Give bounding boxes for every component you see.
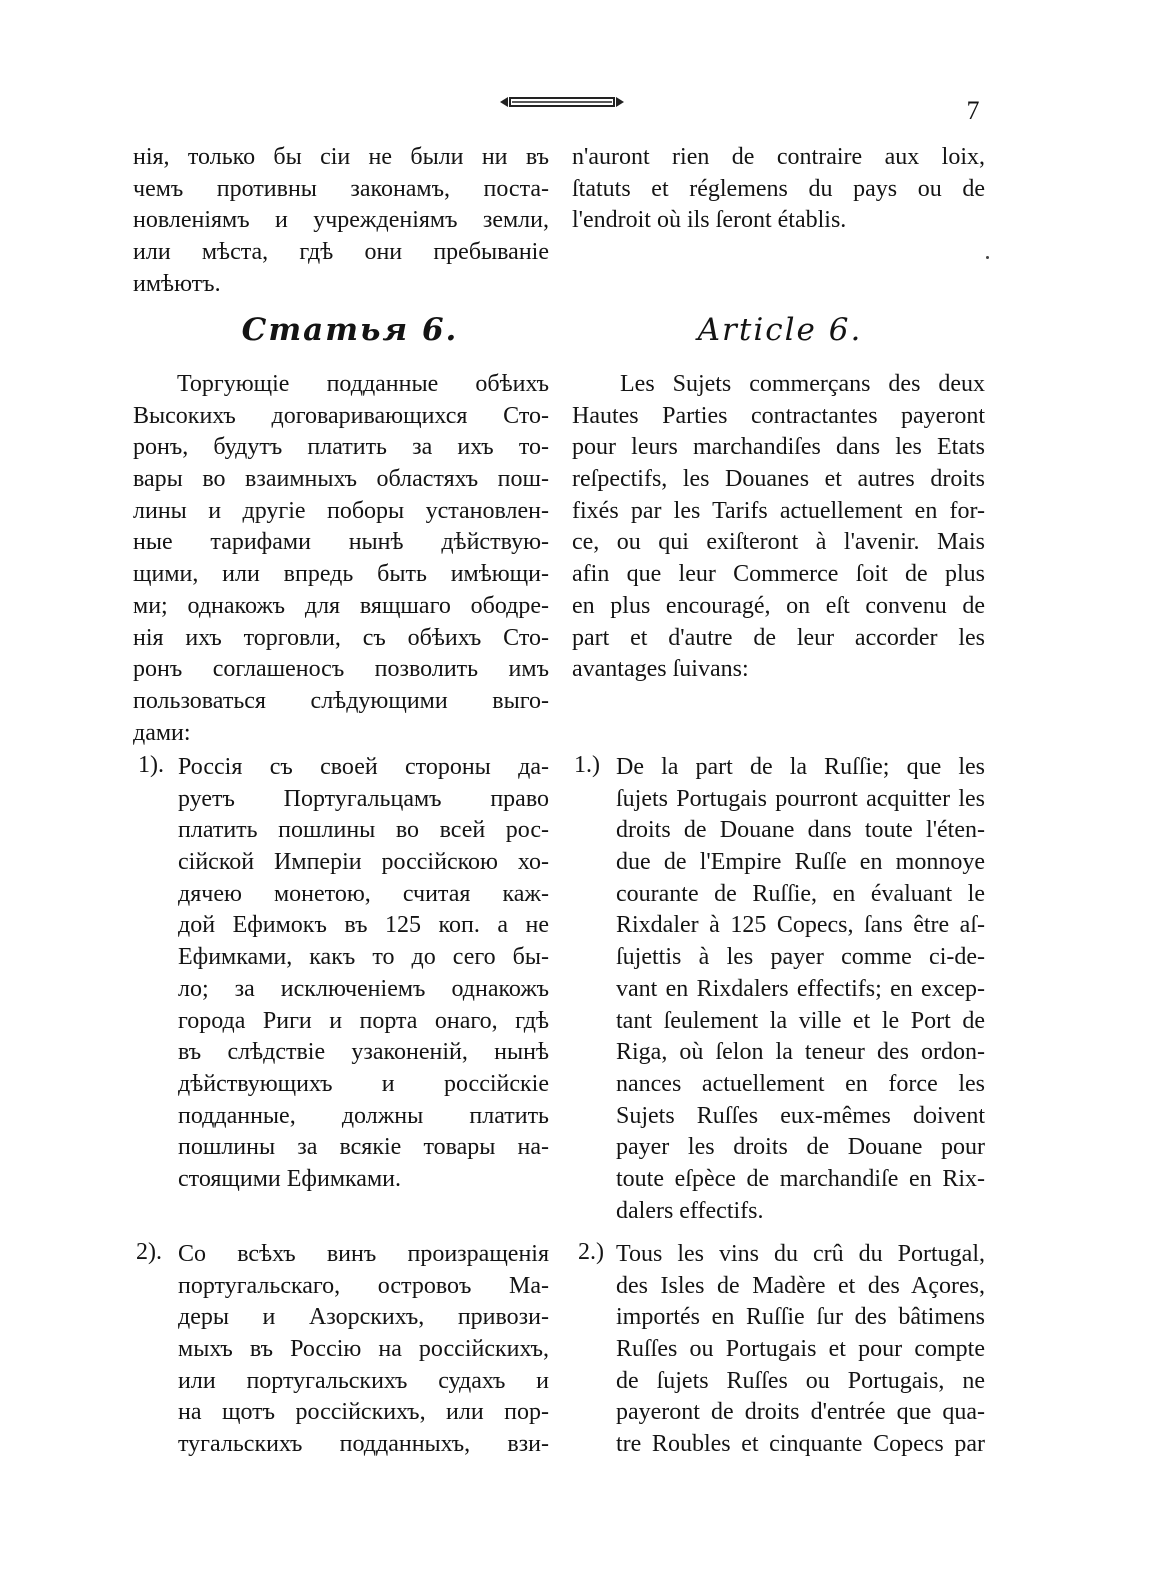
ru-para-line: ронъ, будутъ платить за ихъ то-: [133, 434, 549, 461]
fr-para-line: Hautes Parties contractantes payeront: [572, 402, 985, 429]
fr-article-heading: Article 6.: [697, 312, 863, 348]
fr-item2-line: tre Roubles et cinquante Copecs par: [616, 1431, 985, 1458]
fr-item1-line: dalers effectifs.: [616, 1197, 764, 1224]
ru-para-line: щими, или впредь быть имѣющи-: [133, 561, 549, 588]
fr-item2-line: des Isles de Madère et des Açores,: [616, 1272, 985, 1299]
ru-item1-line: стоящими Ефимками.: [178, 1165, 401, 1192]
fr-item1-line: ſujettis à les payer comme ci-de-: [616, 944, 985, 971]
ru-item1-line: города Риги и порта онаго, гдѣ: [178, 1007, 549, 1034]
ru-cont-line: имѣютъ.: [133, 270, 221, 297]
ru-item1-line: Ефимками, какъ то до сего бы-: [178, 944, 549, 971]
stray-dot-mark: [986, 256, 989, 259]
ru-para-line: вары во взаимныхъ областяхъ пош-: [133, 466, 549, 493]
fr-cont-line: ſtatuts et réglemens du pays ou de: [572, 175, 985, 202]
fr-para-line: part et d'autre de leur accorder les: [572, 624, 985, 651]
ru-item1-line: платить пошлины во всей рос-: [178, 817, 549, 844]
fr-item1-line: nances actuellement en force les: [616, 1070, 985, 1097]
fr-item1-line: tant ſeulement la ville et le Port de: [616, 1007, 985, 1034]
ru-para-line: Торгующіе подданные обѣихъ: [177, 371, 549, 397]
fr-item1-line: droits de Douane dans toute l'éten-: [616, 817, 985, 844]
fr-item1-line: toute eſpèce de marchandiſe en Rix-: [616, 1165, 985, 1192]
ru-item-number: 2).: [136, 1239, 162, 1265]
page-number: 7: [966, 96, 980, 125]
ru-cont-line: чемъ противны законамъ, поста-: [133, 175, 549, 202]
fr-item1-line: ſujets Portugais pourront acquitter les: [616, 785, 985, 812]
ru-article-heading: Статья 6.: [241, 312, 459, 348]
fr-item1-line: De la part de la Ruſſie; que les: [616, 754, 985, 780]
ru-item2-line: или португальскихъ судахъ и: [178, 1367, 549, 1394]
fr-item-number: 2.): [578, 1239, 604, 1265]
fr-para-line: ce, ou qui exiſteront à l'avenir. Mais: [572, 529, 985, 556]
fr-item1-line: vant en Rixdalers effectifs; en excep-: [616, 975, 985, 1002]
ru-para-line: Высокихъ договаривающихся Сто-: [133, 402, 549, 429]
fr-item2-line: payeront de droits d'entrée que qua-: [616, 1399, 985, 1426]
fr-item-2: [616, 1239, 985, 1461]
fr-item2-line: Tous les vins du crû du Portugal,: [616, 1241, 985, 1267]
fr-item1-line: Riga, où ſelon la teneur des ordon-: [616, 1039, 985, 1066]
ru-item1-line: подданные, должны платить: [178, 1102, 549, 1129]
ru-item1-line: Россія съ своей стороны да-: [178, 754, 549, 780]
ru-cont-line: или мѣста, гдѣ они пребываніе: [133, 239, 549, 266]
fr-continuation: [572, 142, 985, 237]
ru-item-2: [178, 1239, 549, 1461]
ru-item1-line: дой Ефимокъ въ 125 коп. а не: [178, 912, 549, 939]
ru-para-line: дами:: [133, 719, 191, 746]
fr-item1-line: payer les droits de Douane pour: [616, 1134, 985, 1161]
fr-item2-line: de ſujets Ruſſes ou Portugais, ne: [616, 1367, 985, 1394]
fr-item2-line: importés en Ruſſie ſur des bâtimens: [616, 1304, 985, 1331]
ru-item1-line: ло; за исключеніемъ однакожъ: [178, 975, 549, 1002]
fr-para-line: en plus encouragé, on eſt convenu de: [572, 592, 985, 619]
ru-item1-line: руетъ Португальцамъ право: [178, 785, 549, 812]
ru-item2-line: тугальскихъ подданныхъ, взи-: [178, 1431, 549, 1458]
ru-cont-line: нія, только бы сіи не были ни въ: [133, 144, 549, 170]
fr-cont-line: n'auront rien de contraire aux loix,: [572, 144, 985, 170]
fr-para-line: avantages ſuivans:: [572, 656, 749, 683]
ru-para-line: ми; однакожъ для вящшаго ободре-: [133, 592, 549, 619]
ru-item2-line: на щотъ россійскихъ, или пор-: [178, 1399, 549, 1426]
fr-para-line: afin que leur Commerce ſoit de plus: [572, 561, 985, 588]
fr-article-paragraph: [572, 369, 985, 686]
ru-cont-line: новленіямъ и учрежденіямъ земли,: [133, 207, 549, 234]
ru-para-line: ные тарифами нынѣ дѣйствую-: [133, 529, 549, 556]
fr-item1-line: due de l'Empire Ruſſe en monnoye: [616, 849, 985, 876]
ru-item2-line: Со всѣхъ винъ произращенія: [178, 1241, 549, 1267]
ru-item1-line: пошлины за всякіе товары на-: [178, 1134, 549, 1161]
ru-article-paragraph: [133, 369, 549, 749]
ru-item2-line: мыхъ въ Россію на россійскихъ,: [178, 1336, 549, 1363]
ru-item1-line: въ слѣдствіе узаконеній, нынѣ: [178, 1039, 549, 1066]
fr-para-line: pour leurs marchandiſes dans les Etats: [572, 434, 985, 461]
ru-item2-line: португальскаго, островоъ Ма-: [178, 1272, 549, 1299]
ru-para-line: пользоваться слѣдующими выго-: [133, 687, 549, 714]
fr-para-line: Les Sujets commerçans des deux: [620, 371, 985, 397]
ru-para-line: ронъ соглашеносъ позволить имъ: [133, 656, 549, 683]
ru-item-1: [178, 752, 549, 1196]
ru-item1-line: дѣйствующихъ и россійскіе: [178, 1070, 549, 1097]
ru-para-line: лины и другіе поборы установлен-: [133, 497, 549, 524]
fr-cont-line: l'endroit où ils ſeront établis.: [572, 207, 847, 234]
ru-item1-line: сійской Имперіи россійскою хо-: [178, 849, 549, 876]
fr-para-line: fixés par les Tarifs actuellement en for-: [572, 497, 985, 524]
fr-item1-line: courante de Ruſſie, en évaluant le: [616, 880, 985, 907]
ornament-rule: [498, 94, 626, 110]
ru-para-line: нія ихъ торговли, съ обѣихъ Сто-: [133, 624, 549, 651]
ru-item2-line: деры и Азорскихъ, привози-: [178, 1304, 549, 1331]
fr-item1-line: Sujets Ruſſes eux-mêmes doivent: [616, 1102, 985, 1129]
fr-item1-line: Rixdaler à 125 Copecs, ſans être aſ-: [616, 912, 985, 939]
fr-item-1: [616, 752, 985, 1227]
ru-item1-line: дячею монетою, считая каж-: [178, 880, 549, 907]
fr-item2-line: Ruſſes ou Portugais et pour compte: [616, 1336, 985, 1363]
ru-item-number: 1).: [138, 752, 164, 778]
fr-item-number: 1.): [574, 752, 600, 778]
ru-continuation: [133, 142, 549, 300]
fr-para-line: reſpectifs, les Douanes et autres droits: [572, 466, 985, 493]
